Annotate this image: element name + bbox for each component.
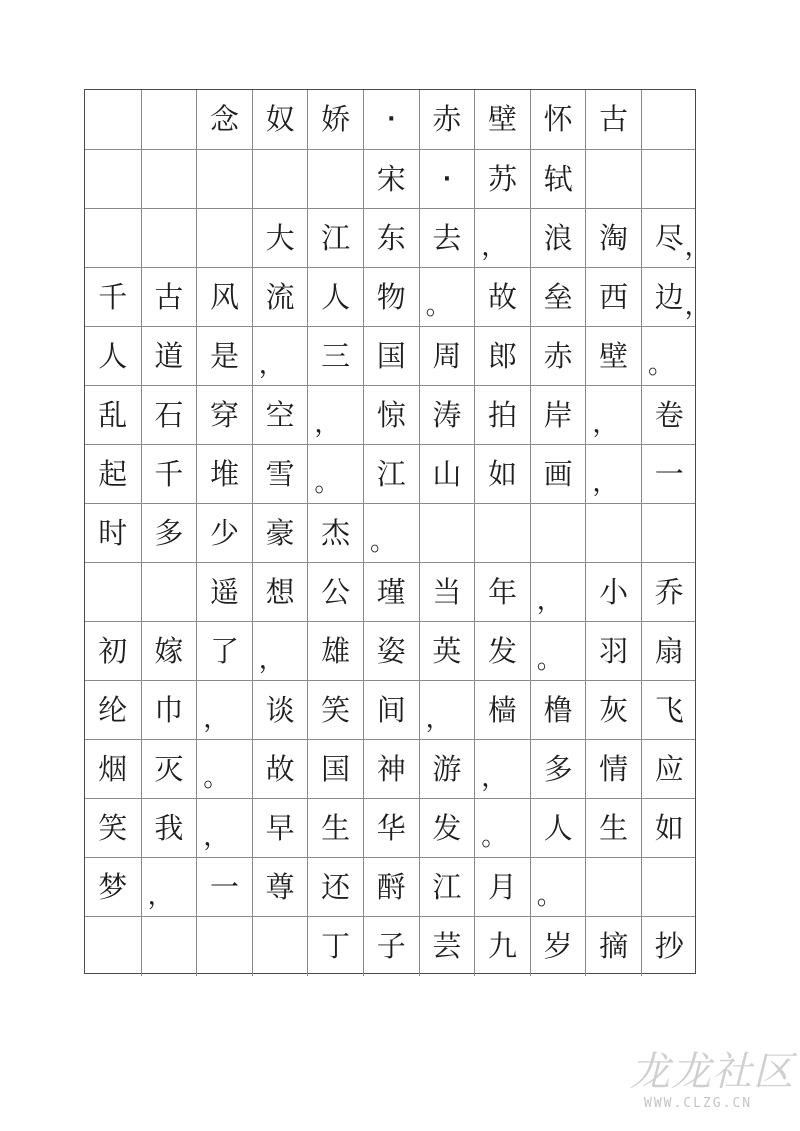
grid-cell: 赤 (419, 90, 475, 149)
grid-cell: 梦 (98, 870, 128, 904)
grid-row (85, 149, 695, 208)
grid-cell: 九 (474, 917, 530, 976)
grid-cell (252, 150, 308, 209)
grid-cell: 宋 (363, 150, 419, 209)
grid-cell: 初 (98, 634, 128, 668)
grid-cell: 国 (363, 327, 419, 386)
grid-cell: 烟 (98, 752, 128, 786)
grid-cell: 还 (307, 858, 363, 917)
grid-row (85, 916, 695, 975)
grid-cell: 山 (419, 445, 475, 504)
grid-cell: 英 (419, 622, 475, 681)
grid-cell: ， (530, 563, 586, 622)
grid-cell: 三 (307, 327, 363, 386)
grid-cell: ， (252, 327, 308, 386)
grid-cell: 神 (363, 740, 419, 799)
grid-cell (641, 90, 697, 149)
grid-cell: 人 (530, 799, 586, 858)
grid-cell: 赤 (530, 327, 586, 386)
grid-cell: 扇 (641, 622, 697, 681)
grid-cell: 尊 (252, 858, 308, 917)
grid-cell (85, 209, 141, 268)
grid-cell (252, 917, 308, 976)
grid-cell: 故 (252, 740, 308, 799)
grid-cell: 灭 (141, 740, 197, 799)
grid-cell: 多 (141, 504, 197, 563)
grid-cell: 奴 (252, 90, 308, 149)
grid-cell (85, 90, 141, 149)
grid-cell: 一 (641, 445, 697, 504)
grid-cell: 浪 (530, 209, 586, 268)
grid-cell: 轼 (530, 150, 586, 209)
grid-cell: 少 (196, 504, 252, 563)
grid-cell: 发 (474, 622, 530, 681)
grid-cell: 芸 (419, 917, 475, 976)
grid-row (85, 562, 695, 621)
grid-cell: 大 (252, 209, 308, 268)
grid-cell: 。 (419, 268, 475, 327)
grid-cell: 堆 (196, 445, 252, 504)
grid-cell: 东 (363, 209, 419, 268)
grid-cell: ， (585, 386, 641, 445)
grid-cell: 瑾 (363, 563, 419, 622)
grid-cell: 尽 (641, 209, 697, 268)
grid-cell: 。 (641, 327, 697, 386)
grid-cell: 垒 (530, 268, 586, 327)
grid-cell: 古 (141, 268, 197, 327)
grid-cell: 周 (419, 327, 475, 386)
grid-row (85, 385, 695, 444)
grid-cell: 。 (363, 504, 419, 563)
grid-cell (474, 504, 530, 563)
grid-cell: 笑 (98, 811, 128, 845)
grid-cell: 江 (363, 445, 419, 504)
grid-cell: 郎 (474, 327, 530, 386)
watermark (630, 1040, 794, 1120)
grid-cell: 念 (196, 90, 252, 149)
grid-cell: 乱 (98, 398, 128, 432)
grid-cell: 游 (419, 740, 475, 799)
grid-cell: 如 (641, 799, 697, 858)
grid-cell (419, 504, 475, 563)
grid-row (85, 444, 695, 503)
grid-cell: 惊 (363, 386, 419, 445)
grid-cell: 当 (419, 563, 475, 622)
grid-cell (85, 563, 141, 622)
grid-cell: 华 (363, 799, 419, 858)
grid-cell: 穿 (196, 386, 252, 445)
grid-cell: 江 (307, 209, 363, 268)
grid-row (85, 798, 695, 857)
grid-cell: 时 (98, 516, 128, 550)
grid-row (85, 267, 711, 326)
grid-cell: ， (474, 740, 530, 799)
grid-cell: 嫁 (141, 622, 197, 681)
grid-cell: 月 (474, 858, 530, 917)
writing-grid-sheet (84, 89, 711, 974)
grid-cell: 樯 (474, 681, 530, 740)
grid-cell: 。 (196, 740, 252, 799)
grid-cell: 国 (307, 740, 363, 799)
grid-cell (141, 563, 197, 622)
grid-cell: 谈 (252, 681, 308, 740)
grid-row (85, 326, 695, 385)
grid-cell: 乔 (641, 563, 697, 622)
grid-cell: 卷 (641, 386, 697, 445)
grid-cell (141, 90, 197, 149)
watermark-logo: 龙龙社区 (630, 1049, 794, 1095)
grid-row (85, 857, 695, 916)
grid-cell (196, 209, 252, 268)
grid-cell: 流 (252, 268, 308, 327)
grid-cell (141, 917, 197, 976)
grid-cell: 酹 (363, 858, 419, 917)
grid-cell: 物 (363, 268, 419, 327)
grid-cell: 岸 (530, 386, 586, 445)
grid-cell (85, 150, 141, 209)
grid-cell: 壁 (474, 90, 530, 149)
grid-cell: 去 (419, 209, 475, 268)
grid-cell: 空 (252, 386, 308, 445)
watermark-url: WWW.CLZG.CN (644, 1096, 753, 1111)
grid-row (85, 208, 711, 267)
grid-cell: 应 (641, 740, 697, 799)
grid-cell: 杰 (307, 504, 363, 563)
grid-cell: 。 (530, 622, 586, 681)
grid-cell: 子 (363, 917, 419, 976)
grid-cell: ， (419, 681, 475, 740)
grid-cell: 江 (419, 858, 475, 917)
grid-cell: 年 (474, 563, 530, 622)
grid-cell: · (363, 90, 419, 149)
grid-cell: 飞 (641, 681, 697, 740)
grid-cell: 故 (474, 268, 530, 327)
grid-cell: 了 (196, 622, 252, 681)
grid-cell (585, 150, 641, 209)
grid-cell: ， (196, 681, 252, 740)
grid-cell: 风 (196, 268, 252, 327)
grid-cell: 姿 (363, 622, 419, 681)
grid-cell (196, 150, 252, 209)
grid-cell (641, 858, 697, 917)
grid-cell: 早 (252, 799, 308, 858)
grid-cell: 娇 (307, 90, 363, 149)
grid-cell: 人 (98, 339, 128, 373)
grid-cell: ， (307, 386, 363, 445)
grid-cell: ， (252, 622, 308, 681)
grid-cell: ， (474, 209, 530, 268)
grid-cell: 笑 (307, 681, 363, 740)
grid-cell: ， (141, 858, 197, 917)
grid-cell: 摘 (585, 917, 641, 976)
grid-row (85, 621, 695, 680)
grid-cell: 多 (530, 740, 586, 799)
grid-cell: 抄 (641, 917, 697, 976)
grid-row (85, 90, 695, 149)
grid-cell: 人 (307, 268, 363, 327)
grid-cell: 情 (585, 740, 641, 799)
grid-cell: 生 (585, 799, 641, 858)
grid-cell: 纶 (98, 693, 128, 727)
grid-cell (641, 504, 697, 563)
grid-cell: 巾 (141, 681, 197, 740)
grid-row (85, 680, 695, 739)
grid-cell: 间 (363, 681, 419, 740)
grid-cell: 如 (474, 445, 530, 504)
grid-cell: 灰 (585, 681, 641, 740)
grid-cell: 拍 (474, 386, 530, 445)
grid-cell: 石 (141, 386, 197, 445)
grid-cell (585, 858, 641, 917)
grid-cell: 公 (307, 563, 363, 622)
grid-cell: 壁 (585, 327, 641, 386)
grid-cell: ， (196, 799, 252, 858)
grid-cell: 橹 (530, 681, 586, 740)
grid-cell: 。 (530, 858, 586, 917)
grid-cell (641, 150, 697, 209)
grid-cell: 画 (530, 445, 586, 504)
grid-cell (585, 504, 641, 563)
grid-row (85, 503, 695, 562)
grid-cell: 古 (585, 90, 641, 149)
grid-row (85, 739, 695, 798)
grid-cell (530, 504, 586, 563)
grid-cell: 淘 (585, 209, 641, 268)
grid-cell: 小 (585, 563, 641, 622)
grid-cell: 涛 (419, 386, 475, 445)
grid-cell: 生 (307, 799, 363, 858)
grid-cell: 苏 (474, 150, 530, 209)
grid-cell (196, 917, 252, 976)
grid-cell (141, 209, 197, 268)
hanging-punctuation: ， (684, 291, 711, 321)
grid-cell: 起 (98, 457, 128, 491)
grid-cell: 道 (141, 327, 197, 386)
grid-cell: 豪 (252, 504, 308, 563)
grid-cell: 。 (307, 445, 363, 504)
grid-cell: 岁 (530, 917, 586, 976)
grid-cell: 雪 (252, 445, 308, 504)
grid-cell: 我 (141, 799, 197, 858)
grid-cell: 想 (252, 563, 308, 622)
grid-cell (141, 150, 197, 209)
grid-cell: 西 (585, 268, 641, 327)
grid-cell: 羽 (585, 622, 641, 681)
grid-cell: 边 (641, 268, 697, 327)
grid-cell: 千 (141, 445, 197, 504)
grid-cell: 一 (196, 858, 252, 917)
grid-cell: ， (585, 445, 641, 504)
grid-cell (85, 917, 141, 976)
grid-cell (307, 150, 363, 209)
hanging-punctuation: ， (684, 232, 711, 262)
grid-cell: 千 (98, 280, 128, 314)
grid-cell: 丁 (307, 917, 363, 976)
grid-cell: 。 (474, 799, 530, 858)
grid-cell: 雄 (307, 622, 363, 681)
grid-cell: 是 (196, 327, 252, 386)
grid-cell: 怀 (530, 90, 586, 149)
grid-cell: 遥 (196, 563, 252, 622)
grid-cell: 发 (419, 799, 475, 858)
grid-cell: · (419, 150, 475, 209)
